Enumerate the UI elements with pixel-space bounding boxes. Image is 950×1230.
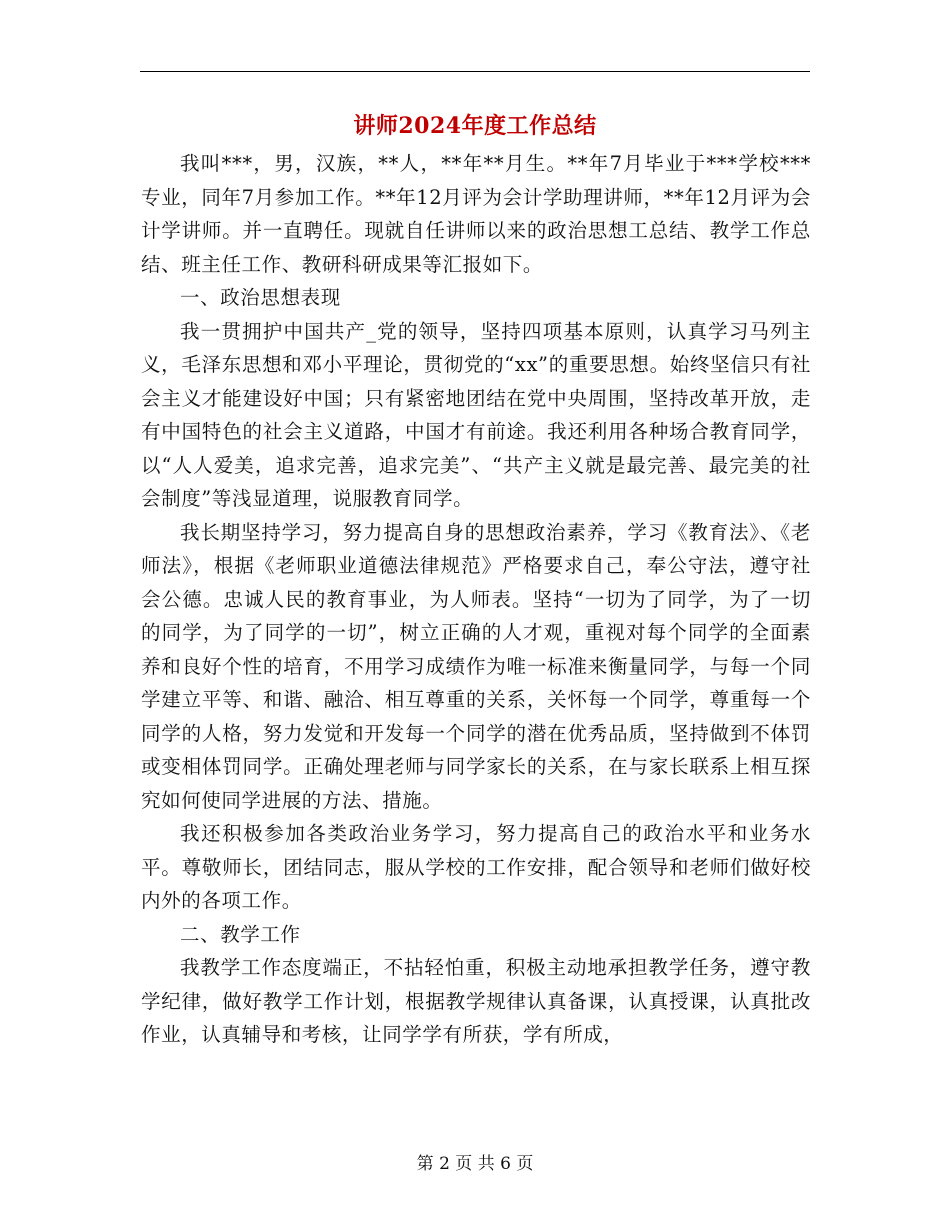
teaching-paragraph-1: 我教学工作态度端正，不拈轻怕重，积极主动地承担教学任务，遵守教学纪律，做好教学工作计划，根据教学规律认真备课，认真授课，认真批改作业，认真辅导和考核，让同学学有所获，学有所成， xyxy=(141,956,811,1046)
political-paragraph-1: 我一贯拥护中国共产_党的领导，坚持四项基本原则，认真学习马列主义，毛泽东思想和邓小平理论，贯彻党的“xx”的重要思想。始终坚信只有社会主义才能建设好中国；只有紧密地团结在党中央周围，坚持改革开放，走有中国特色的社会主义道路，中国才有前途。我还利用各种场合教育同学，以“人人爱美，追求完善，追求完美”、“共产主义就是最完善、最完美的社会制度”等浅显道理，说服教育同学。 xyxy=(141,319,811,510)
political-paragraph-3: 我还积极参加各类政治业务学习，努力提高自己的政治水平和业务水平。尊敬师长，团结同志，服从学校的工作安排，配合领导和老师们做好校内外的各项工作。 xyxy=(141,822,811,912)
intro-paragraph: 我叫***，男，汉族，**人，**年**月生。**年7月毕业于***学校***专业，同年7月参加工作。**年12月评为会计学助理讲师，**年12月评为会计学讲师。并一直聘任。现就自任讲师以来的政治思想工总结、教学工作总结、班主任工作、教研科研成果等汇报如下。 xyxy=(141,152,811,276)
header-rule xyxy=(140,71,810,72)
section-heading-political: 一、政治思想表现 xyxy=(180,286,341,309)
political-paragraph-2: 我长期坚持学习，努力提高自身的思想政治素养，学习《教育法》、《老师法》，根据《老师职业道德法律规范》严格要求自己，奉公守法，遵守社会公德。忠诚人民的教育事业，为人师表。坚持“一切为了同学，为了一切的同学，为了同学的一切”，树立正确的人才观，重视对每个同学的全面素养和良好个性的培育，不用学习成绩作为唯一标准来衡量同学，与每一个同学建立平等、和谐、融洽、相互尊重的关系，关怀每一个同学，尊重每一个同学的人格，努力发觉和开发每一个同学的潜在优秀品质，坚持做到不体罚或变相体罚同学。正确处理老师与同学家长的关系，在与家长联系上相互探究如何使同学进展的方法、措施。 xyxy=(141,520,811,812)
page-number-footer: 第 2 页 共 6 页 xyxy=(416,1154,534,1174)
section-heading-teaching: 二、教学工作 xyxy=(180,922,301,946)
document-title: 讲师2024年度工作总结 xyxy=(353,113,597,139)
document-body xyxy=(141,147,811,1052)
